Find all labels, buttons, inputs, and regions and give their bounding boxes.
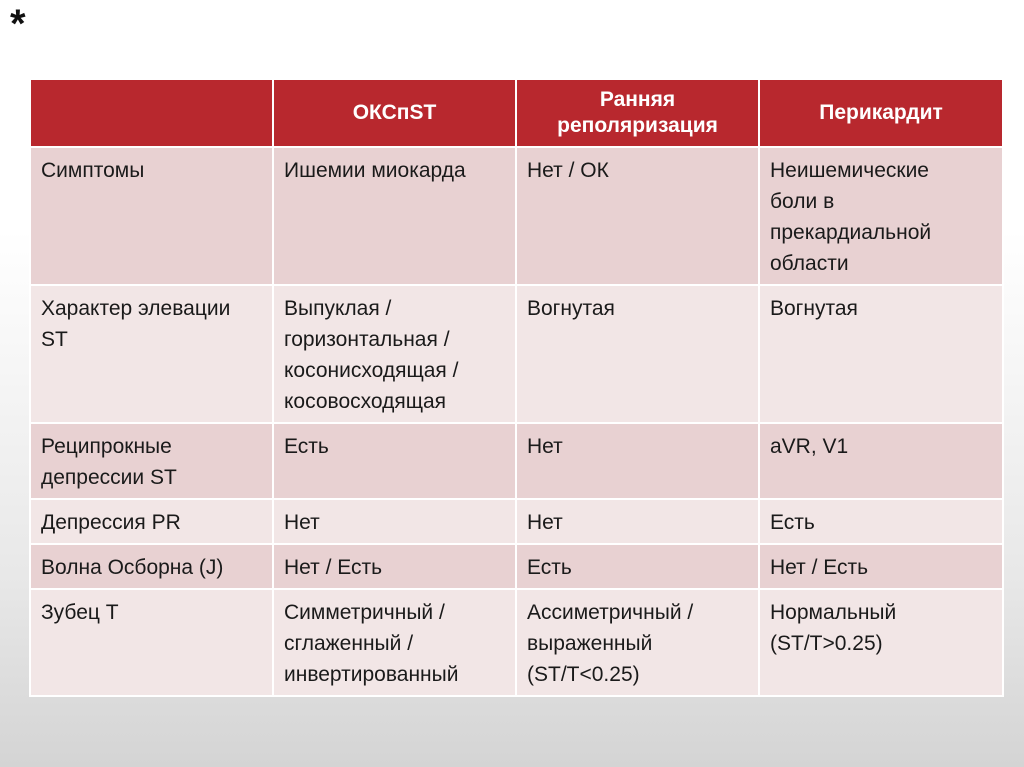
row-label: Депрессия PR — [31, 500, 272, 543]
row-label: Симптомы — [31, 148, 272, 284]
table-row — [31, 286, 1002, 422]
table-cell: Нет / Есть — [274, 545, 515, 588]
header-cell-early-repolarization: Ранняя реполяризация — [517, 80, 758, 146]
table-cell: Нет / ОК — [517, 148, 758, 284]
row-label: Зубец Т — [31, 590, 272, 695]
header-cell-okcnst: ОКСпST — [274, 80, 515, 146]
table-cell: aVR, V1 — [760, 424, 1002, 498]
table-cell: Симметричный / сглаженный / инвертированный — [274, 590, 515, 695]
table-cell: Есть — [274, 424, 515, 498]
slide-marker: * — [10, 2, 26, 46]
row-label: Характер элевации ST — [31, 286, 272, 422]
header-cell-pericarditis: Перикардит — [760, 80, 1002, 146]
table-cell: Нет — [274, 500, 515, 543]
table-row — [31, 500, 1002, 543]
table-cell: Есть — [517, 545, 758, 588]
table-cell: Ишемии миокарда — [274, 148, 515, 284]
table-row — [31, 424, 1002, 498]
header-row — [31, 80, 1002, 146]
table-cell: Неишемические боли в прекардиальной области — [760, 148, 1002, 284]
table-cell: Вогнутая — [517, 286, 758, 422]
table-row — [31, 545, 1002, 588]
table-cell: Вогнутая — [760, 286, 1002, 422]
table-row — [31, 148, 1002, 284]
row-label: Волна Осборна (J) — [31, 545, 272, 588]
table-cell: Нормальный (ST/T>0.25) — [760, 590, 1002, 695]
row-label: Реципрокные депрессии ST — [31, 424, 272, 498]
table-cell: Нет — [517, 500, 758, 543]
table-cell: Нет — [517, 424, 758, 498]
table-cell: Ассиметричный / выраженный (ST/T<0.25) — [517, 590, 758, 695]
table-cell: Есть — [760, 500, 1002, 543]
table-row — [31, 590, 1002, 695]
table-cell: Нет / Есть — [760, 545, 1002, 588]
comparison-table — [29, 78, 1004, 697]
header-cell-empty — [31, 80, 272, 146]
table-cell: Выпуклая / горизонтальная / косонисходящая / косовосходящая — [274, 286, 515, 422]
